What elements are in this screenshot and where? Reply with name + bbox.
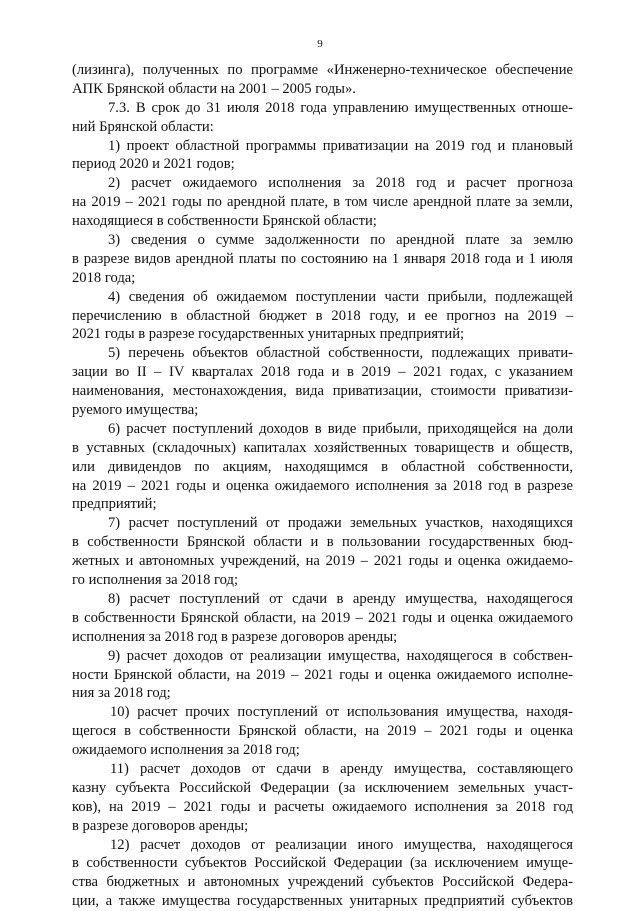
text-line: 6) расчет поступлений доходов в виде прибыли, приходящейся на доли: [108, 420, 573, 437]
text-line: в собственности Брянской области, на 2019 – 2021 годы и оценка ожидаемого: [72, 609, 573, 626]
text-line: го исполнения за 2018 год;: [72, 572, 239, 589]
text-line: руемого имущества;: [72, 402, 199, 419]
text-line: в собственности Брянской области и в пользовании государственных бюд-: [72, 534, 573, 551]
document-body: [72, 61, 573, 911]
text-line: 8) расчет поступлений от сдачи в аренду имущества, находящегося: [108, 590, 573, 607]
text-line: в разрезе видов арендной платы по состоянию на 1 января 2018 года и 1 июля: [72, 250, 573, 267]
text-line: казну субъекта Российской Федерации (за исключением земельных участ-: [72, 779, 573, 796]
text-line: ний Брянской области:: [72, 118, 214, 135]
text-line: исполнения за 2018 год в разрезе договоров аренды;: [72, 628, 398, 645]
text-line: 7) расчет поступлений от продажи земельных участков, находящихся: [108, 515, 573, 532]
text-line: 1) проект областной программы приватизации на 2019 год и плановый: [108, 137, 573, 154]
text-line: или дивидендов по акциям, находящимся в областной собственности,: [72, 458, 573, 475]
text-line: ности Брянской области, на 2019 – 2021 годы и оценка ожидаемого исполне-: [72, 666, 573, 683]
text-line: ства бюджетных и автономных учреждений субъектов Российской Федера-: [72, 874, 573, 891]
text-line: наименования, местонахождения, вида приватизации, стоимости приватизи-: [72, 383, 573, 400]
text-line: 5) перечень объектов областной собственности, подлежащих привати-: [108, 345, 573, 362]
text-line: ожидаемого исполнения за 2018 год;: [72, 742, 300, 759]
text-line: (лизинга), полученных по программе «Инженерно-техническое обеспечение: [72, 62, 573, 78]
text-line: зации во II – IV кварталах 2018 года и в 2019 – 2021 годах, с указанием: [72, 364, 573, 381]
text-line: 10) расчет прочих поступлений от использования имущества, находя-: [110, 704, 573, 721]
text-line: в разрезе договоров аренды;: [72, 817, 249, 834]
text-line: 2018 года;: [72, 269, 136, 286]
text-line: 2) расчет ожидаемого исполнения за 2018 год и расчет прогноза: [108, 175, 573, 192]
text-line: в собственности субъектов Российской Федерации (за исключением имуще-: [72, 855, 573, 872]
text-line: на 2019 – 2021 годы по арендной плате, в том числе арендной плате за земли,: [72, 194, 573, 211]
text-line: жетных и автономных учреждений, на 2019 – 2021 годы и оценка ожидаемо-: [72, 553, 573, 570]
text-line: АПК Брянской области на 2001 – 2005 годы».: [72, 80, 356, 97]
text-line: ков), на 2019 – 2021 годы и расчеты ожидаемого исполнения за 2018 год: [72, 798, 573, 815]
text-line: перечислению в областной бюджет в 2018 году, и ее прогноз на 2019 –: [72, 307, 573, 324]
text-line: 12) расчет доходов от реализации иного имущества, находящегося: [110, 836, 573, 853]
page-number: 9: [317, 38, 323, 50]
text-line: щегося в собственности Брянской области, на 2019 – 2021 годы и оценка: [72, 723, 573, 740]
text-line: 7.3. В срок до 31 июля 2018 года управлению имущественных отноше-: [108, 99, 573, 116]
text-line: период 2020 и 2021 годов;: [72, 156, 235, 173]
text-line: 2021 годы в разрезе государственных унитарных предприятий;: [72, 326, 465, 343]
text-line: находящиеся в собственности Брянской области;: [72, 213, 377, 230]
text-line: 11) расчет доходов от сдачи в аренду имущества, составляющего: [110, 760, 573, 777]
text-line: в уставных (складочных) капиталах хозяйственных товариществ и обществ,: [72, 439, 573, 456]
text-line: ния за 2018 год;: [72, 685, 171, 702]
text-line: на 2019 – 2021 годы и оценка ожидаемого исполнения за 2018 год в разрезе: [72, 477, 573, 494]
text-line: 9) расчет доходов от реализации имущества, находящегося в собствен-: [108, 647, 573, 664]
text-line: 3) сведения о сумме задолженности по арендной плате за землю: [108, 232, 573, 249]
text-line: ции, а также имущества государственных унитарных предприятий субъектов: [72, 893, 573, 910]
text-line: 4) сведения об ожидаемом поступлении части прибыли, подлежащей: [108, 288, 573, 305]
text-line: предприятий;: [72, 496, 157, 513]
